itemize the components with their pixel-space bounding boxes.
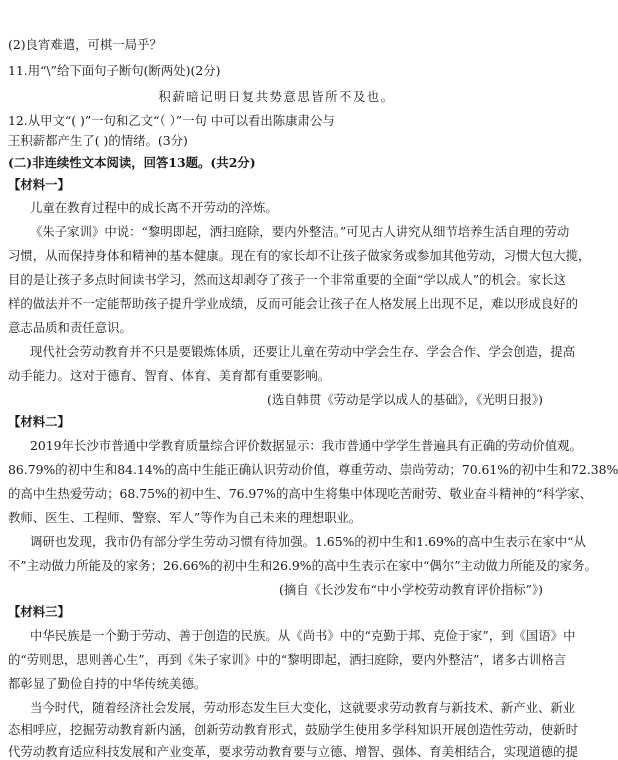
material-2-source: (摘自《长沙发布“中小学校劳动教育评价指标”》) — [279, 582, 543, 597]
material-3-paragraph-2-line: 态相呼应，挖掘劳动教育新内涵，创新劳动教育形式，鼓励学生使用多学科知识开展创造性劳动，使新时 — [8, 722, 578, 737]
question-10-item-2: (2)良宵难遣，可棋一局乎？ — [8, 37, 162, 52]
question-12-prompt: 12.从甲文“( )”一句和乙文“（ ）”一句 中可以看出陈康肃公与 — [8, 113, 335, 128]
material-1-paragraph-2-line: 习惯，从而保持身体和精神的基本健康。现在有的家长却不让孩子做家务或参加其他劳动，习惯大包大揽， — [8, 248, 591, 263]
material-3-paragraph-1-line: 的“劳则思，思则善心生”，再到《朱子家训》中的“黎明即起，洒扫庭除，要内外整洁”，诸多古训格言 — [8, 652, 567, 667]
material-1-paragraph-2-line: 《朱子家训》中说：“黎明即起，洒扫庭除，要内外整洁。”可见古人讲究从细节培养生活自理的劳动 — [30, 224, 570, 239]
material-2-paragraph-1-line: 教师、医生、工程师、警察、军人”等作为自己未来的理想职业。 — [8, 510, 362, 525]
material-2-paragraph-2-line: 不”主动做力所能及的家务；26.66%的初中生和26.9%的高中生表示在家中“偶尔”主动做力所能及的家务。 — [8, 558, 597, 573]
material-3-paragraph-2-line: 当今时代，随着经济社会发展，劳动形态发生巨大变化，这就要求劳动教育与新技术、新产业、新业 — [30, 700, 576, 715]
material-2-paragraph-2-line: 调研也发现，我市仍有部分学生劳动习惯有待加强。1.65%的初中生和1.69%的高中生表示在家中“从 — [30, 534, 586, 549]
material-1-paragraph-1: 儿童在教育过程中的成长离不开劳动的淬炼。 — [30, 200, 278, 215]
material-3-paragraph-1-line: 都彰显了勤俭自持的中华传统美德。 — [8, 676, 207, 691]
question-11-prompt: 11.用“\”给下面句子断句(断两处)(2分) — [8, 63, 221, 78]
material-2-paragraph-1-line: 86.79%的初中生和84.14%的高中生能正确认识劳动价值，尊重劳动、崇尚劳动；70.61%的初中生和72.38% — [8, 462, 618, 477]
material-2-paragraph-1-line: 的高中生热爱劳动；68.75%的初中生、76.97%的高中生将集中体现吃苦耐劳、敬业奋斗精神的“科学家、 — [8, 486, 593, 501]
material-1-source: (选自韩贯《劳动是学以成人的基础》，《光明日报》) — [266, 392, 543, 407]
material-1-paragraph-2-line: 样的做法并不一定能帮助孩子提升学业成绩，反而可能会让孩子在人格发展上出现不足，难以形成良好的 — [8, 296, 578, 311]
question-11-sentence: 积薪暗记明日复共势意思皆所不及也。 — [158, 89, 395, 104]
material-3-paragraph-2-line: 代劳动教育适应科技发展和产业变革，要求劳动教育要与立德、增智、强体、育美相结合，实现道德的提 — [8, 744, 578, 759]
material-2-heading: 【材料二】 — [8, 414, 70, 429]
material-1-paragraph-3-line: 现代社会劳动教育并不只是要锻炼体质，还要让儿童在劳动中学会生存、学会合作、学会创造，提高 — [30, 344, 576, 359]
material-3-heading: 【材料三】 — [8, 604, 70, 619]
question-12-prompt-cont: 王积薪都产生了( )的情绪。(3分) — [8, 133, 188, 148]
material-1-paragraph-3-line: 动手能力。这对于德育、智育、体育、美育都有重要影响。 — [8, 368, 331, 383]
material-1-heading: 【材料一】 — [8, 177, 70, 192]
section-heading-nonlinear-text: (二)非连续性文本阅读，回答13题。(共2分) — [8, 155, 256, 170]
material-2-paragraph-1-line: 2019年长沙市普通中学教育质量综合评价数据显示：我市普通中学学生普遍具有正确的劳动价值观。 — [30, 438, 582, 453]
material-1-paragraph-2-line: 意志品质和责任意识。 — [8, 320, 132, 335]
material-3-paragraph-1-line: 中华民族是一个勤于劳动、善于创造的民族。从《尚书》中的“克勤于邦、克俭于家”，到《国语》中 — [30, 628, 576, 643]
material-1-paragraph-2-line: 目的是让孩子多点时间读书学习，然而这却剥夺了孩子一个非常重要的全面“学以成人”的机会。家长这 — [8, 272, 566, 287]
